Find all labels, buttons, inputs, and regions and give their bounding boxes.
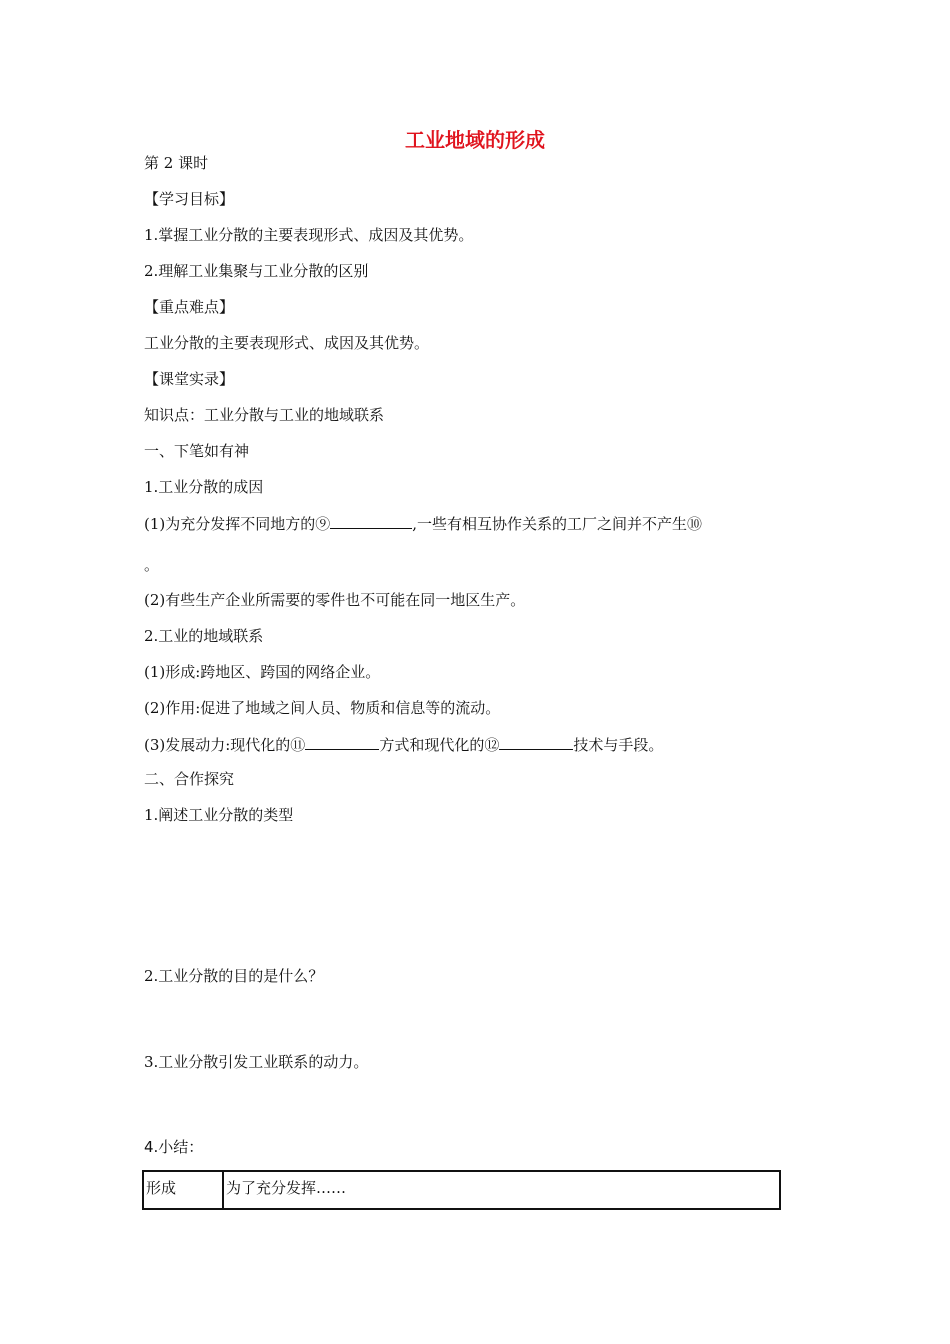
blank-9 [330, 513, 412, 529]
summary-label: 4.小结： [144, 1138, 204, 1156]
item-2-heading: 2.工业的地域联系 [144, 627, 264, 645]
lesson-number: 第 2 课时 [144, 154, 209, 172]
keypoints-header: 【重点难点】 [144, 298, 235, 316]
keypoints-text: 工业分散的主要表现形式、成因及其优势。 [144, 334, 430, 352]
summary-cell-description: 为了充分发挥…… [223, 1171, 780, 1209]
page-title: 工业地域的形成 [405, 128, 545, 152]
item-2-3 [144, 734, 663, 755]
summary-cell-formation: 形成 [143, 1171, 223, 1209]
item-2-3-text-a: (3)发展动力:现代化的⑪ [144, 736, 306, 754]
blank-11 [305, 734, 379, 750]
objective-1: 1.掌握工业分散的主要表现形式、成因及其优势。 [144, 226, 474, 244]
section-1-heading: 一、下笔如有神 [144, 442, 250, 460]
objectives-header: 【学习目标】 [144, 190, 235, 208]
question-1: 1.阐述工业分散的类型 [144, 806, 294, 824]
item-2-3-text-c: 技术与手段。 [573, 736, 664, 754]
section-2-heading: 二、合作探究 [144, 770, 235, 788]
item-1-heading: 1.工业分散的成因 [144, 478, 264, 496]
classroom-header: 【课堂实录】 [144, 370, 235, 388]
item-1-1-end: 。 [144, 556, 160, 574]
question-3: 3.工业分散引发工业联系的动力。 [144, 1053, 369, 1071]
blank-12 [499, 734, 573, 750]
knowledge-point: 知识点：工业分散与工业的地域联系 [144, 406, 385, 424]
item-2-2: (2)作用:促进了地域之间人员、物质和信息等的流动。 [144, 699, 501, 717]
table-row [143, 1171, 780, 1209]
item-1-1-text-b: ,一些有相互协作关系的工厂之间并不产生⑩ [412, 515, 703, 533]
item-2-1: (1)形成:跨地区、跨国的网络企业。 [144, 663, 381, 681]
summary-table [142, 1170, 781, 1210]
item-1-1-text-a: (1)为充分发挥不同地方的⑨ [144, 515, 331, 533]
item-1-2: (2)有些生产企业所需要的零件也不可能在同一地区生产。 [144, 591, 526, 609]
question-2: 2.工业分散的目的是什么？ [144, 967, 324, 985]
item-1-1 [144, 513, 702, 534]
item-2-3-text-b: 方式和现代化的⑫ [379, 736, 500, 754]
objective-2: 2.理解工业集聚与工业分散的区别 [144, 262, 369, 280]
